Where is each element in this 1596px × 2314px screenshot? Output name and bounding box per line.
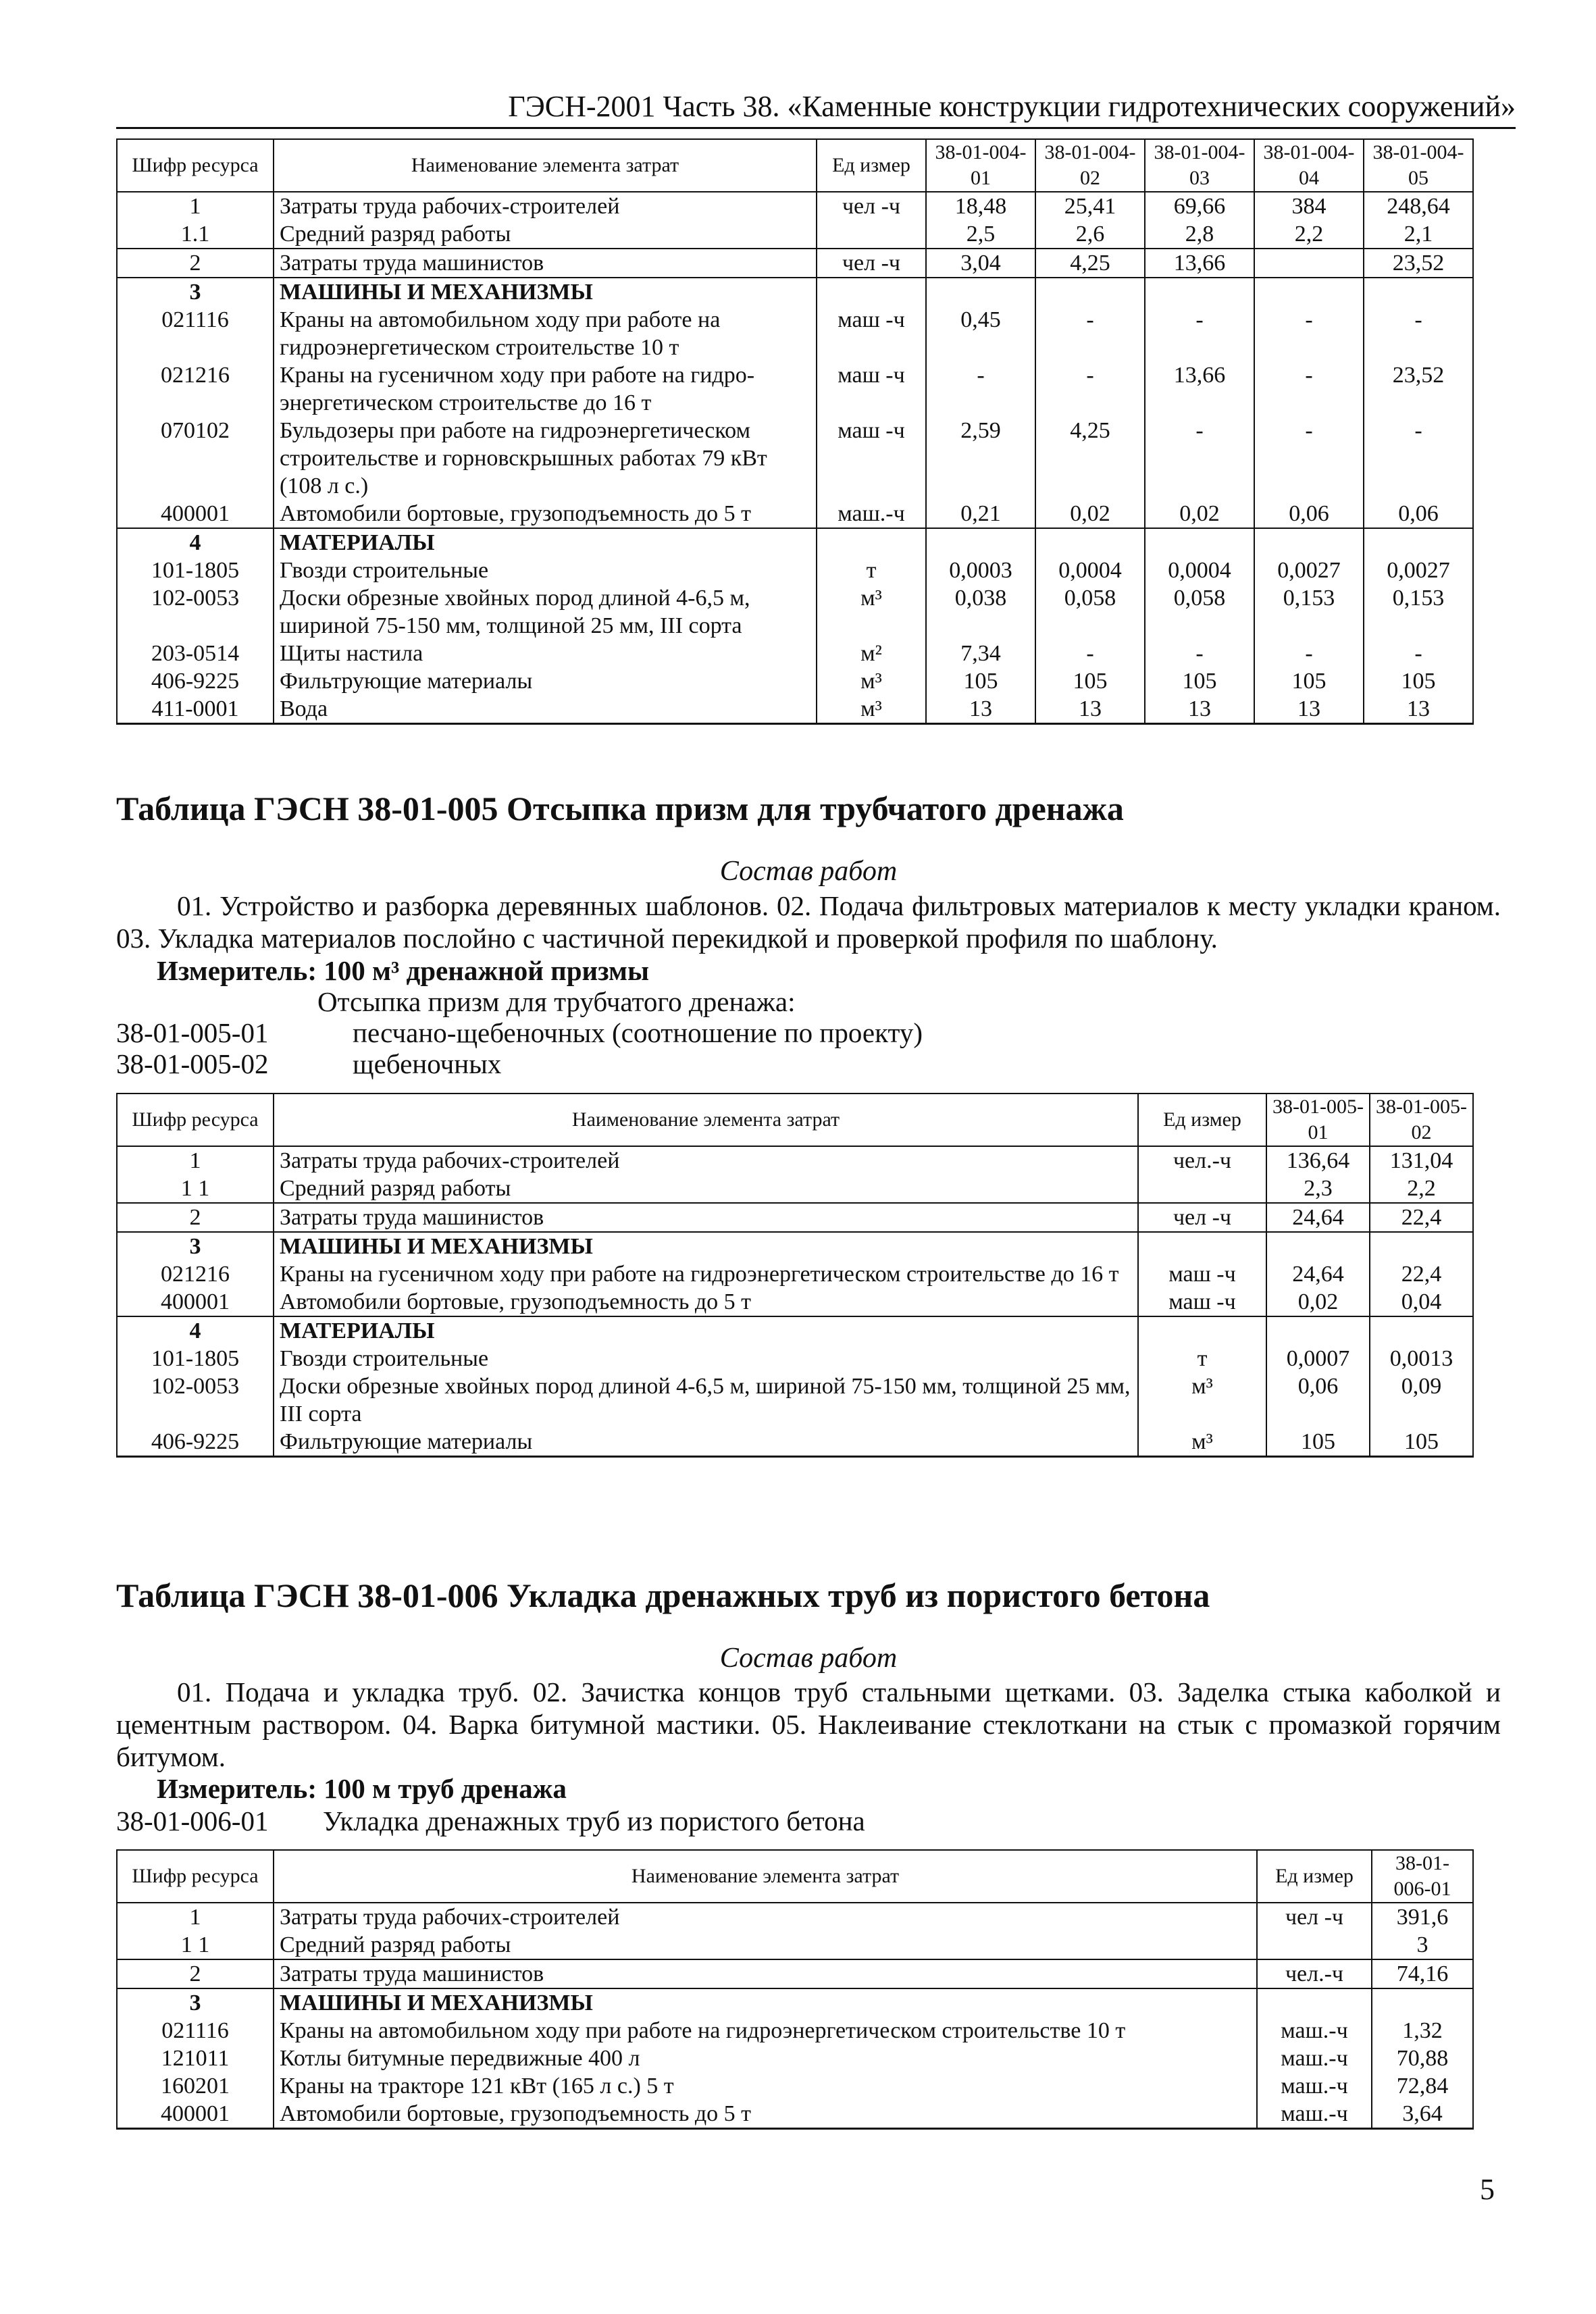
- cost-element-cell: Доски обрезные хвойных пород длиной 4-6,5 м, шириной 75-150 мм, толщиной 25 мм, III сорта: [274, 1372, 1138, 1428]
- value-cell: 0,02: [1035, 500, 1145, 528]
- unit-cell: маш.-ч: [817, 500, 926, 528]
- unit-cell: маш.-ч: [1257, 2045, 1372, 2072]
- value-cell: 2,2: [1370, 1175, 1473, 1203]
- cost-element-cell: МАТЕРИАЛЫ: [274, 1316, 1138, 1345]
- unit-cell: м³: [817, 667, 926, 695]
- unit-cell: чел -ч: [817, 249, 926, 278]
- table-row: [117, 584, 1473, 640]
- table-row: [117, 1959, 1473, 1988]
- value-cell: [1254, 528, 1364, 557]
- value-cell: 25,41: [1035, 192, 1145, 220]
- resource-table-38-01-004: [116, 138, 1474, 725]
- value-cell: 2,5: [926, 220, 1035, 249]
- table-body: [117, 1146, 1473, 1457]
- cost-element-cell: Автомобили бортовые, грузоподъемность до 5 т: [274, 2100, 1257, 2129]
- value-cell: [1145, 528, 1254, 557]
- value-cell: 24,64: [1266, 1203, 1370, 1232]
- cost-element-cell: Краны на гусеничном ходу при работе на гидроэнергетическом строительстве до 16 т: [274, 1260, 1138, 1288]
- unit-cell: маш -ч: [817, 361, 926, 417]
- value-cell: [1254, 249, 1364, 278]
- unit-cell: чел -ч: [1138, 1203, 1266, 1232]
- value-cell: 2,8: [1145, 220, 1254, 249]
- value-cell: 0,0003: [926, 557, 1035, 584]
- value-cell: 0,0013: [1370, 1345, 1473, 1372]
- resource-code-cell: 101-1805: [117, 557, 274, 584]
- resource-code-cell: 2: [117, 1959, 274, 1988]
- unit-cell: маш -ч: [1138, 1288, 1266, 1316]
- table-row: [117, 500, 1473, 528]
- column-header: Ед измер: [817, 139, 926, 192]
- value-cell: 2,59: [926, 417, 1035, 500]
- resource-code-cell: 121011: [117, 2045, 274, 2072]
- table-row: [117, 2100, 1473, 2129]
- value-cell: [1254, 278, 1364, 306]
- value-cell: -: [1254, 361, 1364, 417]
- resource-code-cell: 1: [117, 1146, 274, 1175]
- resource-code-cell: 2: [117, 1203, 274, 1232]
- unit-cell: м³: [1138, 1372, 1266, 1428]
- value-cell: 4,25: [1035, 249, 1145, 278]
- value-cell: 13: [1035, 695, 1145, 724]
- unit-cell: м³: [817, 584, 926, 640]
- value-cell: [1370, 1316, 1473, 1345]
- value-cell: -: [1145, 306, 1254, 361]
- cost-element-cell: Средний разряд работы: [274, 220, 817, 249]
- value-cell: 105: [1145, 667, 1254, 695]
- value-cell: 22,4: [1370, 1260, 1473, 1288]
- table-row: [117, 1316, 1473, 1345]
- value-cell: -: [1254, 640, 1364, 667]
- column-header: 38-01-004-01: [926, 139, 1035, 192]
- table-row: [117, 640, 1473, 667]
- value-cell: 1,32: [1372, 2017, 1473, 2045]
- column-header: Наименование элемента затрат: [274, 139, 817, 192]
- variant-code: 38-01-006-01: [116, 1805, 269, 1836]
- table-row: [117, 2017, 1473, 2045]
- table-title-38-01-005: Таблица ГЭСН 38-01-005 Отсыпка призм для трубчатого дренажа: [116, 790, 1124, 827]
- table-row: [117, 1903, 1473, 1931]
- cost-element-cell: Краны на гусеничном ходу при работе на гидро-энергетическом строительстве до 16 т: [274, 361, 817, 417]
- value-cell: -: [1254, 306, 1364, 361]
- resource-code-cell: 1: [117, 1903, 274, 1931]
- table-row: [117, 1203, 1473, 1232]
- cost-element-cell: Затраты труда рабочих-строителей: [274, 1903, 1257, 1931]
- variant-code: 38-01-005-02: [116, 1048, 269, 1079]
- cost-element-cell: Котлы битумные передвижные 400 л: [274, 2045, 1257, 2072]
- value-cell: 2,2: [1254, 220, 1364, 249]
- unit-cell: т: [817, 557, 926, 584]
- cost-element-cell: МАТЕРИАЛЫ: [274, 528, 817, 557]
- unit-cell: [1138, 1316, 1266, 1345]
- unit-cell: т: [1138, 1345, 1266, 1372]
- value-cell: [1370, 1232, 1473, 1260]
- resource-code-cell: 1 1: [117, 1175, 274, 1203]
- value-cell: 13: [926, 695, 1035, 724]
- resource-code-cell: 3: [117, 1232, 274, 1260]
- value-cell: 13,66: [1145, 249, 1254, 278]
- resource-code-cell: 400001: [117, 1288, 274, 1316]
- resource-code-cell: 2: [117, 249, 274, 278]
- table-row: [117, 1372, 1473, 1428]
- value-cell: 3: [1372, 1931, 1473, 1959]
- resource-code-cell: 400001: [117, 500, 274, 528]
- value-cell: 105: [1370, 1428, 1473, 1457]
- meter-label: Измеритель: 100 м³ дренажной призмы: [157, 955, 649, 986]
- column-header: Шифр ресурса: [117, 1850, 274, 1903]
- resource-code-cell: 203-0514: [117, 640, 274, 667]
- table-row: [117, 192, 1473, 220]
- cost-element-cell: Краны на автомобильном ходу при работе на гидроэнергетическом строительстве 10 т: [274, 2017, 1257, 2045]
- cost-element-cell: Гвозди строительные: [274, 557, 817, 584]
- column-header: Наименование элемента затрат: [274, 1850, 1257, 1903]
- value-cell: 0,06: [1364, 500, 1473, 528]
- unit-cell: чел.-ч: [1138, 1146, 1266, 1175]
- value-cell: [1372, 1988, 1473, 2017]
- cost-element-cell: Затраты труда машинистов: [274, 1959, 1257, 1988]
- variant-name: Укладка дренажных труб из пористого бетона: [323, 1805, 865, 1836]
- column-header: 38-01-005-02: [1370, 1094, 1473, 1146]
- value-cell: 23,52: [1364, 249, 1473, 278]
- value-cell: 0,0027: [1364, 557, 1473, 584]
- unit-cell: м³: [1138, 1428, 1266, 1457]
- table-row: [117, 1232, 1473, 1260]
- value-cell: -: [1145, 640, 1254, 667]
- value-cell: -: [1364, 417, 1473, 500]
- cost-element-cell: Затраты труда рабочих-строителей: [274, 1146, 1138, 1175]
- value-cell: 70,88: [1372, 2045, 1473, 2072]
- resource-code-cell: 3: [117, 1988, 274, 2017]
- value-cell: 72,84: [1372, 2072, 1473, 2100]
- table-header: [117, 1850, 1473, 1903]
- value-cell: [1145, 278, 1254, 306]
- column-header: Ед измер: [1138, 1094, 1266, 1146]
- cost-element-cell: МАШИНЫ И МЕХАНИЗМЫ: [274, 278, 817, 306]
- unit-cell: маш -ч: [817, 306, 926, 361]
- table-title-38-01-006: Таблица ГЭСН 38-01-006 Укладка дренажных труб из пористого бетона: [116, 1576, 1210, 1614]
- resource-code-cell: 1: [117, 192, 274, 220]
- column-header: Ед измер: [1257, 1850, 1372, 1903]
- table-row: [117, 557, 1473, 584]
- composition-title: Состав работ: [719, 1643, 898, 1674]
- value-cell: [1364, 278, 1473, 306]
- value-cell: 2,6: [1035, 220, 1145, 249]
- resource-code-cell: 4: [117, 1316, 274, 1345]
- value-cell: 0,058: [1035, 584, 1145, 640]
- cost-element-cell: Автомобили бортовые, грузоподъемность до 5 т: [274, 500, 817, 528]
- resource-code-cell: 406-9225: [117, 1428, 274, 1457]
- resource-code-cell: 406-9225: [117, 667, 274, 695]
- value-cell: 0,02: [1145, 500, 1254, 528]
- value-cell: -: [1035, 361, 1145, 417]
- unit-cell: маш -ч: [1138, 1260, 1266, 1288]
- value-cell: 248,64: [1364, 192, 1473, 220]
- value-cell: 18,48: [926, 192, 1035, 220]
- cost-element-cell: Щиты настила: [274, 640, 817, 667]
- value-cell: 0,0007: [1266, 1345, 1370, 1372]
- column-header: Наименование элемента затрат: [274, 1094, 1138, 1146]
- value-cell: 384: [1254, 192, 1364, 220]
- table-row: [117, 2045, 1473, 2072]
- table-row: [117, 1288, 1473, 1316]
- table-header: [117, 1094, 1473, 1146]
- value-cell: 4,25: [1035, 417, 1145, 500]
- cost-element-cell: Бульдозеры при работе на гидроэнергетическом строительстве и горновскрышных работах 79 кВт (108 л с.): [274, 417, 817, 500]
- table-row: [117, 417, 1473, 500]
- value-cell: 0,45: [926, 306, 1035, 361]
- value-cell: [926, 528, 1035, 557]
- table-row: [117, 1345, 1473, 1372]
- table-row: [117, 1988, 1473, 2017]
- value-cell: 2,3: [1266, 1175, 1370, 1203]
- column-header: 38-01-004-05: [1364, 139, 1473, 192]
- value-cell: 13: [1364, 695, 1473, 724]
- unit-cell: [1138, 1232, 1266, 1260]
- column-header: Шифр ресурса: [117, 1094, 274, 1146]
- resource-code-cell: 160201: [117, 2072, 274, 2100]
- resource-code-cell: 021116: [117, 2017, 274, 2045]
- value-cell: 105: [1035, 667, 1145, 695]
- unit-cell: [817, 220, 926, 249]
- column-header: 38-01-004-03: [1145, 139, 1254, 192]
- unit-cell: [817, 528, 926, 557]
- variant-name: щебеночных: [353, 1048, 502, 1079]
- value-cell: 23,52: [1364, 361, 1473, 417]
- table-row: [117, 278, 1473, 306]
- value-cell: 74,16: [1372, 1959, 1473, 1988]
- cost-element-cell: Средний разряд работы: [274, 1175, 1138, 1203]
- value-cell: [1364, 528, 1473, 557]
- cost-element-cell: Доски обрезные хвойных пород длиной 4-6,5 м, шириной 75-150 мм, толщиной 25 мм, III сорта: [274, 584, 817, 640]
- value-cell: 13: [1254, 695, 1364, 724]
- cost-element-cell: Затраты труда рабочих-строителей: [274, 192, 817, 220]
- page-header: ГЭСН-2001 Часть 38. «Каменные конструкции гидротехнических сооружений»: [116, 86, 1516, 129]
- meter-label: Измеритель: 100 м труб дренажа: [157, 1773, 567, 1804]
- value-cell: [926, 278, 1035, 306]
- value-cell: [1266, 1316, 1370, 1345]
- unit-cell: маш.-ч: [1257, 2100, 1372, 2129]
- table-row: [117, 1931, 1473, 1959]
- table-row: [117, 667, 1473, 695]
- unit-cell: чел -ч: [817, 192, 926, 220]
- value-cell: 0,21: [926, 500, 1035, 528]
- column-header: 38-01-006-01: [1372, 1850, 1473, 1903]
- table-header: [117, 139, 1473, 192]
- cost-element-cell: Затраты труда машинистов: [274, 1203, 1138, 1232]
- table-row: [117, 528, 1473, 557]
- composition-title: Состав работ: [719, 856, 898, 887]
- value-cell: 105: [1364, 667, 1473, 695]
- unit-cell: [1257, 1988, 1372, 2017]
- resource-table-38-01-005: [116, 1093, 1474, 1458]
- value-cell: 0,09: [1370, 1372, 1473, 1428]
- value-cell: 2,1: [1364, 220, 1473, 249]
- value-cell: -: [1035, 306, 1145, 361]
- value-cell: 0,038: [926, 584, 1035, 640]
- variants-heading: Отсыпка призм для трубчатого дренажа:: [317, 986, 796, 1017]
- value-cell: 136,64: [1266, 1146, 1370, 1175]
- cost-element-cell: Фильтрующие материалы: [274, 1428, 1138, 1457]
- unit-cell: маш.-ч: [1257, 2072, 1372, 2100]
- value-cell: -: [926, 361, 1035, 417]
- value-cell: 13: [1145, 695, 1254, 724]
- resource-code-cell: 102-0053: [117, 584, 274, 640]
- cost-element-cell: Средний разряд работы: [274, 1931, 1257, 1959]
- resource-table-38-01-006: [116, 1849, 1474, 2130]
- value-cell: [1035, 528, 1145, 557]
- value-cell: 69,66: [1145, 192, 1254, 220]
- value-cell: [1266, 1232, 1370, 1260]
- cost-element-cell: Фильтрующие материалы: [274, 667, 817, 695]
- column-header: Шифр ресурса: [117, 139, 274, 192]
- value-cell: 0,0004: [1035, 557, 1145, 584]
- value-cell: 0,153: [1364, 584, 1473, 640]
- cost-element-cell: МАШИНЫ И МЕХАНИЗМЫ: [274, 1232, 1138, 1260]
- column-header: 38-01-004-04: [1254, 139, 1364, 192]
- variant-code: 38-01-005-01: [116, 1017, 269, 1048]
- resource-code-cell: 400001: [117, 2100, 274, 2129]
- unit-cell: [1257, 1931, 1372, 1959]
- value-cell: 105: [1254, 667, 1364, 695]
- unit-cell: чел -ч: [1257, 1903, 1372, 1931]
- resource-code-cell: 1 1: [117, 1931, 274, 1959]
- unit-cell: [1138, 1175, 1266, 1203]
- unit-cell: чел.-ч: [1257, 1959, 1372, 1988]
- value-cell: -: [1145, 417, 1254, 500]
- resource-code-cell: 101-1805: [117, 1345, 274, 1372]
- unit-cell: [817, 278, 926, 306]
- table-body: [117, 1903, 1473, 2129]
- value-cell: 105: [1266, 1428, 1370, 1457]
- value-cell: 0,06: [1254, 500, 1364, 528]
- table-row: [117, 1146, 1473, 1175]
- value-cell: -: [1254, 417, 1364, 500]
- cost-element-cell: Автомобили бортовые, грузоподъемность до 5 т: [274, 1288, 1138, 1316]
- unit-cell: маш -ч: [817, 417, 926, 500]
- unit-cell: маш.-ч: [1257, 2017, 1372, 2045]
- value-cell: 0,0004: [1145, 557, 1254, 584]
- value-cell: 3,04: [926, 249, 1035, 278]
- resource-code-cell: 3: [117, 278, 274, 306]
- table-row: [117, 220, 1473, 249]
- table-row: [117, 306, 1473, 361]
- composition-text: 01. Устройство и разборка деревянных шаблонов. 02. Подача фильтровых материалов к месту укладки краном. 03. Укладка материалов послойно с частичной перекидкой и проверкой профиля по шаблону.: [116, 890, 1501, 954]
- resource-code-cell: 021116: [117, 306, 274, 361]
- table-row: [117, 361, 1473, 417]
- table-row: [117, 1175, 1473, 1203]
- table-body: [117, 192, 1473, 724]
- value-cell: 131,04: [1370, 1146, 1473, 1175]
- table-row: [117, 249, 1473, 278]
- value-cell: -: [1364, 306, 1473, 361]
- value-cell: 0,058: [1145, 584, 1254, 640]
- value-cell: 22,4: [1370, 1203, 1473, 1232]
- resource-code-cell: 070102: [117, 417, 274, 500]
- table-row: [117, 1428, 1473, 1457]
- unit-cell: м³: [817, 695, 926, 724]
- value-cell: 13,66: [1145, 361, 1254, 417]
- value-cell: 105: [926, 667, 1035, 695]
- table-row: [117, 695, 1473, 724]
- resource-code-cell: 411-0001: [117, 695, 274, 724]
- resource-code-cell: 021216: [117, 1260, 274, 1288]
- value-cell: 0,153: [1254, 584, 1364, 640]
- cost-element-cell: Краны на автомобильном ходу при работе на гидроэнергетическом строительстве 10 т: [274, 306, 817, 361]
- composition-text: 01. Подача и укладка труб. 02. Зачистка концов труб стальными щетками. 03. Заделка стыка каболкой и цементным раствором. 04. Варка битумной мастики. 05. Наклеивание стеклоткани на стык с промазкой горячим битумом.: [116, 1676, 1501, 1772]
- value-cell: 0,02: [1266, 1288, 1370, 1316]
- variant-name: песчано-щебеночных (соотношение по проекту): [353, 1017, 923, 1048]
- column-header: 38-01-005-01: [1266, 1094, 1370, 1146]
- table-row: [117, 2072, 1473, 2100]
- value-cell: 7,34: [926, 640, 1035, 667]
- page-number: 5: [1480, 2173, 1495, 2206]
- table-row: [117, 1260, 1473, 1288]
- value-cell: 0,06: [1266, 1372, 1370, 1428]
- value-cell: -: [1364, 640, 1473, 667]
- resource-code-cell: 1.1: [117, 220, 274, 249]
- value-cell: 391,6: [1372, 1903, 1473, 1931]
- column-header: 38-01-004-02: [1035, 139, 1145, 192]
- value-cell: 0,04: [1370, 1288, 1473, 1316]
- value-cell: 3,64: [1372, 2100, 1473, 2129]
- resource-code-cell: 102-0053: [117, 1372, 274, 1428]
- cost-element-cell: МАШИНЫ И МЕХАНИЗМЫ: [274, 1988, 1257, 2017]
- cost-element-cell: Вода: [274, 695, 817, 724]
- cost-element-cell: Гвозди строительные: [274, 1345, 1138, 1372]
- unit-cell: м²: [817, 640, 926, 667]
- value-cell: -: [1035, 640, 1145, 667]
- value-cell: 24,64: [1266, 1260, 1370, 1288]
- resource-code-cell: 4: [117, 528, 274, 557]
- value-cell: [1035, 278, 1145, 306]
- value-cell: 0,0027: [1254, 557, 1364, 584]
- cost-element-cell: Затраты труда машинистов: [274, 249, 817, 278]
- resource-code-cell: 021216: [117, 361, 274, 417]
- cost-element-cell: Краны на тракторе 121 кВт (165 л с.) 5 т: [274, 2072, 1257, 2100]
